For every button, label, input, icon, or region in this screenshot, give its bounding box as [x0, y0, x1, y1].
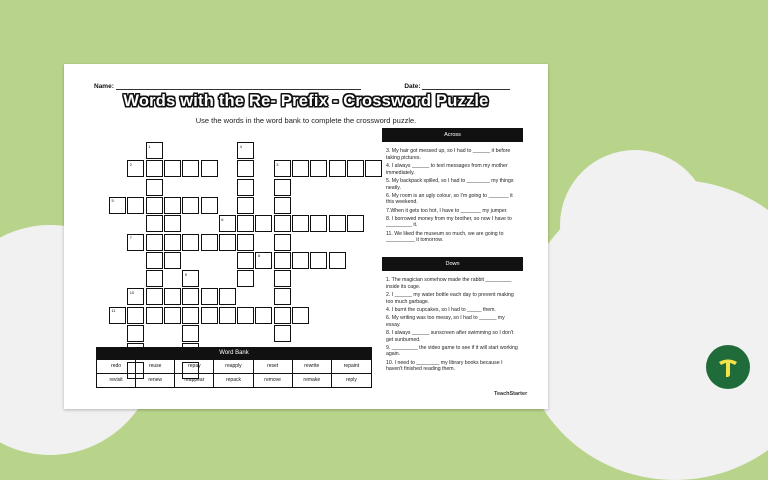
crossword-cell [164, 197, 181, 214]
crossword-cell [146, 270, 163, 287]
across-clue: 7.When it gets too hot, I have to _______ my jumper. [386, 207, 508, 214]
worksheet-subtitle: Use the words in the word bank to complete the crossword puzzle. [195, 116, 417, 125]
crossword-cell [201, 234, 218, 251]
worksheet-preview [64, 64, 548, 409]
crossword-cell [237, 160, 254, 177]
crossword-clue-number: 4 [239, 143, 242, 149]
crossword-cell [182, 307, 199, 324]
crossword-cell [146, 197, 163, 214]
crossword-clue-number: 6 [221, 216, 224, 222]
crossword-cell [146, 179, 163, 196]
word-bank-word: rewrite [293, 359, 332, 373]
crossword-cell [255, 307, 272, 324]
crossword-cell [310, 160, 327, 177]
word-bank-word: repaint [332, 359, 371, 373]
crossword-cell [182, 325, 199, 342]
word-bank-word: renew [136, 373, 175, 387]
across-clue: 3. My hair got messed up, so I had to ______ it before taking pictures. [386, 148, 511, 161]
across-clue: 11. We liked the museum so much, we are going to __________ it tomorrow. [386, 230, 504, 244]
crossword-clue-number: 1 [148, 143, 151, 149]
date-line [422, 89, 510, 90]
word-bank-word: revisit [97, 373, 136, 387]
word-bank-word: reappear [175, 373, 214, 387]
crossword-cell [219, 215, 236, 232]
crossword-cell [182, 160, 199, 177]
crossword-cell [274, 288, 291, 305]
crossword-cell [201, 197, 218, 214]
crossword-cell [127, 197, 144, 214]
across-header: Across [382, 128, 523, 142]
crossword-clue-number: 7 [129, 235, 133, 240]
crossword-cell [255, 252, 272, 269]
crossword-clue-number: 11 [111, 308, 116, 314]
word-bank-word: remake [293, 373, 332, 387]
crossword-cell [164, 307, 181, 324]
crossword-cell [219, 234, 236, 251]
crossword-clue-number: 5 [111, 198, 114, 204]
down-clue: 9. _________ the video game to see if it will start working again. [386, 344, 518, 358]
background-cloud-mid [560, 150, 710, 300]
crossword-cell [329, 252, 346, 269]
teach-starter-brand: TeachStarter [494, 391, 528, 397]
crossword-cell [274, 215, 291, 232]
word-bank-word: redo [97, 359, 136, 373]
crossword-cell [164, 160, 181, 177]
crossword-cell [292, 252, 309, 269]
teach-starter-logo-glyph [715, 354, 741, 380]
crossword-cell [127, 288, 144, 305]
across-clue: 4. I always ______ to text messages from my mother immediately. [386, 162, 508, 176]
name-line [116, 89, 361, 90]
crossword-cell [201, 160, 218, 177]
across-clue: 6. My room is an ugly colour, so I'm going to _______ it this weekend. [386, 192, 513, 206]
crossword-cell [237, 252, 254, 269]
crossword-cell [274, 179, 291, 196]
crossword-cell [329, 215, 346, 232]
crossword-cell [292, 215, 309, 232]
crossword-cell [146, 234, 163, 251]
across-clue: 5. My backpack spilled, so I had to ________ my things neatly. [386, 177, 514, 191]
crossword-cell [109, 197, 126, 214]
crossword-cell [127, 160, 144, 177]
crossword-cell [164, 215, 181, 232]
crossword-cell [274, 234, 291, 251]
crossword-cell [146, 252, 163, 269]
crossword-cell [127, 307, 144, 324]
crossword-clue-number: 9 [184, 271, 187, 277]
across-panel [382, 128, 523, 245]
crossword-cell [219, 307, 236, 324]
word-bank-word: repack [214, 373, 253, 387]
word-bank-word: reuse [136, 359, 175, 373]
word-bank-word: reply [332, 373, 371, 387]
worksheet-title: Words with the Re- Prefix - Crossword Puzzle [123, 92, 489, 110]
crossword-cell [255, 215, 272, 232]
crossword-cell [237, 270, 254, 287]
crossword-cell [274, 252, 291, 269]
down-clue: 1. The magician somehow made the rabbit _________ inside its cage. [386, 277, 512, 290]
crossword-cell [274, 197, 291, 214]
word-bank-word: reset [254, 359, 293, 373]
crossword-clue-number: 2 [129, 161, 133, 167]
crossword-cell [109, 307, 126, 324]
name-date-row [94, 83, 510, 90]
crossword-cell [310, 252, 327, 269]
word-bank [96, 347, 372, 388]
crossword-cell [237, 234, 254, 251]
crossword-cell [365, 160, 382, 177]
crossword-cell [329, 160, 346, 177]
crossword-cell [146, 160, 163, 177]
crossword-cell [237, 307, 254, 324]
crossword-cell [274, 270, 291, 287]
crossword-cell [201, 288, 218, 305]
crossword-cell [292, 307, 309, 324]
down-clue: 6. My writing was too messy, so I had to ______ my essay. [386, 314, 505, 328]
crossword-cell [164, 234, 181, 251]
crossword-cell [219, 288, 236, 305]
across-clue: 8. I borrowed money from my brother, so now I have to _________ it. [386, 215, 512, 229]
word-bank-header: Word Bank [97, 348, 371, 359]
crossword-cell [292, 160, 309, 177]
crossword-cell [127, 325, 144, 342]
crossword-cell [347, 215, 364, 232]
word-bank-word: repay [175, 359, 214, 373]
crossword-cell [237, 197, 254, 214]
crossword-cell [182, 234, 199, 251]
crossword-cell [182, 270, 199, 287]
down-clue: 4. I burnt the cupcakes, so I had to _____ them. [386, 306, 496, 313]
crossword-cell [146, 307, 163, 324]
teach-starter-logo-icon [706, 345, 750, 389]
word-bank-word: reapply [214, 359, 253, 373]
crossword-clue-number: 10 [129, 289, 135, 295]
crossword-clue-number: 8 [257, 253, 261, 259]
name-label: Name: [94, 83, 114, 90]
crossword-cell [182, 197, 199, 214]
crossword-cell [347, 160, 364, 177]
crossword-clue-number: 3 [276, 161, 279, 167]
down-clue: 10. I need to ________ my library books because I haven't finished reading them. [386, 359, 503, 373]
down-clue: 2. I ______ my water bottle each day to prevent making too much garbage. [386, 291, 514, 305]
down-clue: 8. I always ______ sunscreen after swimming so I don't get sunburned. [386, 329, 514, 343]
crossword-cell [310, 215, 327, 232]
crossword-cell [146, 142, 163, 159]
crossword-cell [164, 252, 181, 269]
crossword-cell [146, 215, 163, 232]
down-header: Down [382, 257, 523, 271]
crossword-cell [237, 142, 254, 159]
crossword-cell [201, 307, 218, 324]
crossword-cell [146, 288, 163, 305]
crossword-cell [164, 288, 181, 305]
crossword-cell [274, 160, 291, 177]
crossword-cell [274, 325, 291, 342]
crossword-cell [274, 307, 291, 324]
date-label: Date: [404, 83, 421, 90]
crossword-cell [237, 215, 254, 232]
word-bank-word: remove [254, 373, 293, 387]
crossword-cell [237, 179, 254, 196]
crossword-cell [127, 234, 144, 251]
crossword-cell [182, 288, 199, 305]
down-panel [382, 257, 523, 374]
